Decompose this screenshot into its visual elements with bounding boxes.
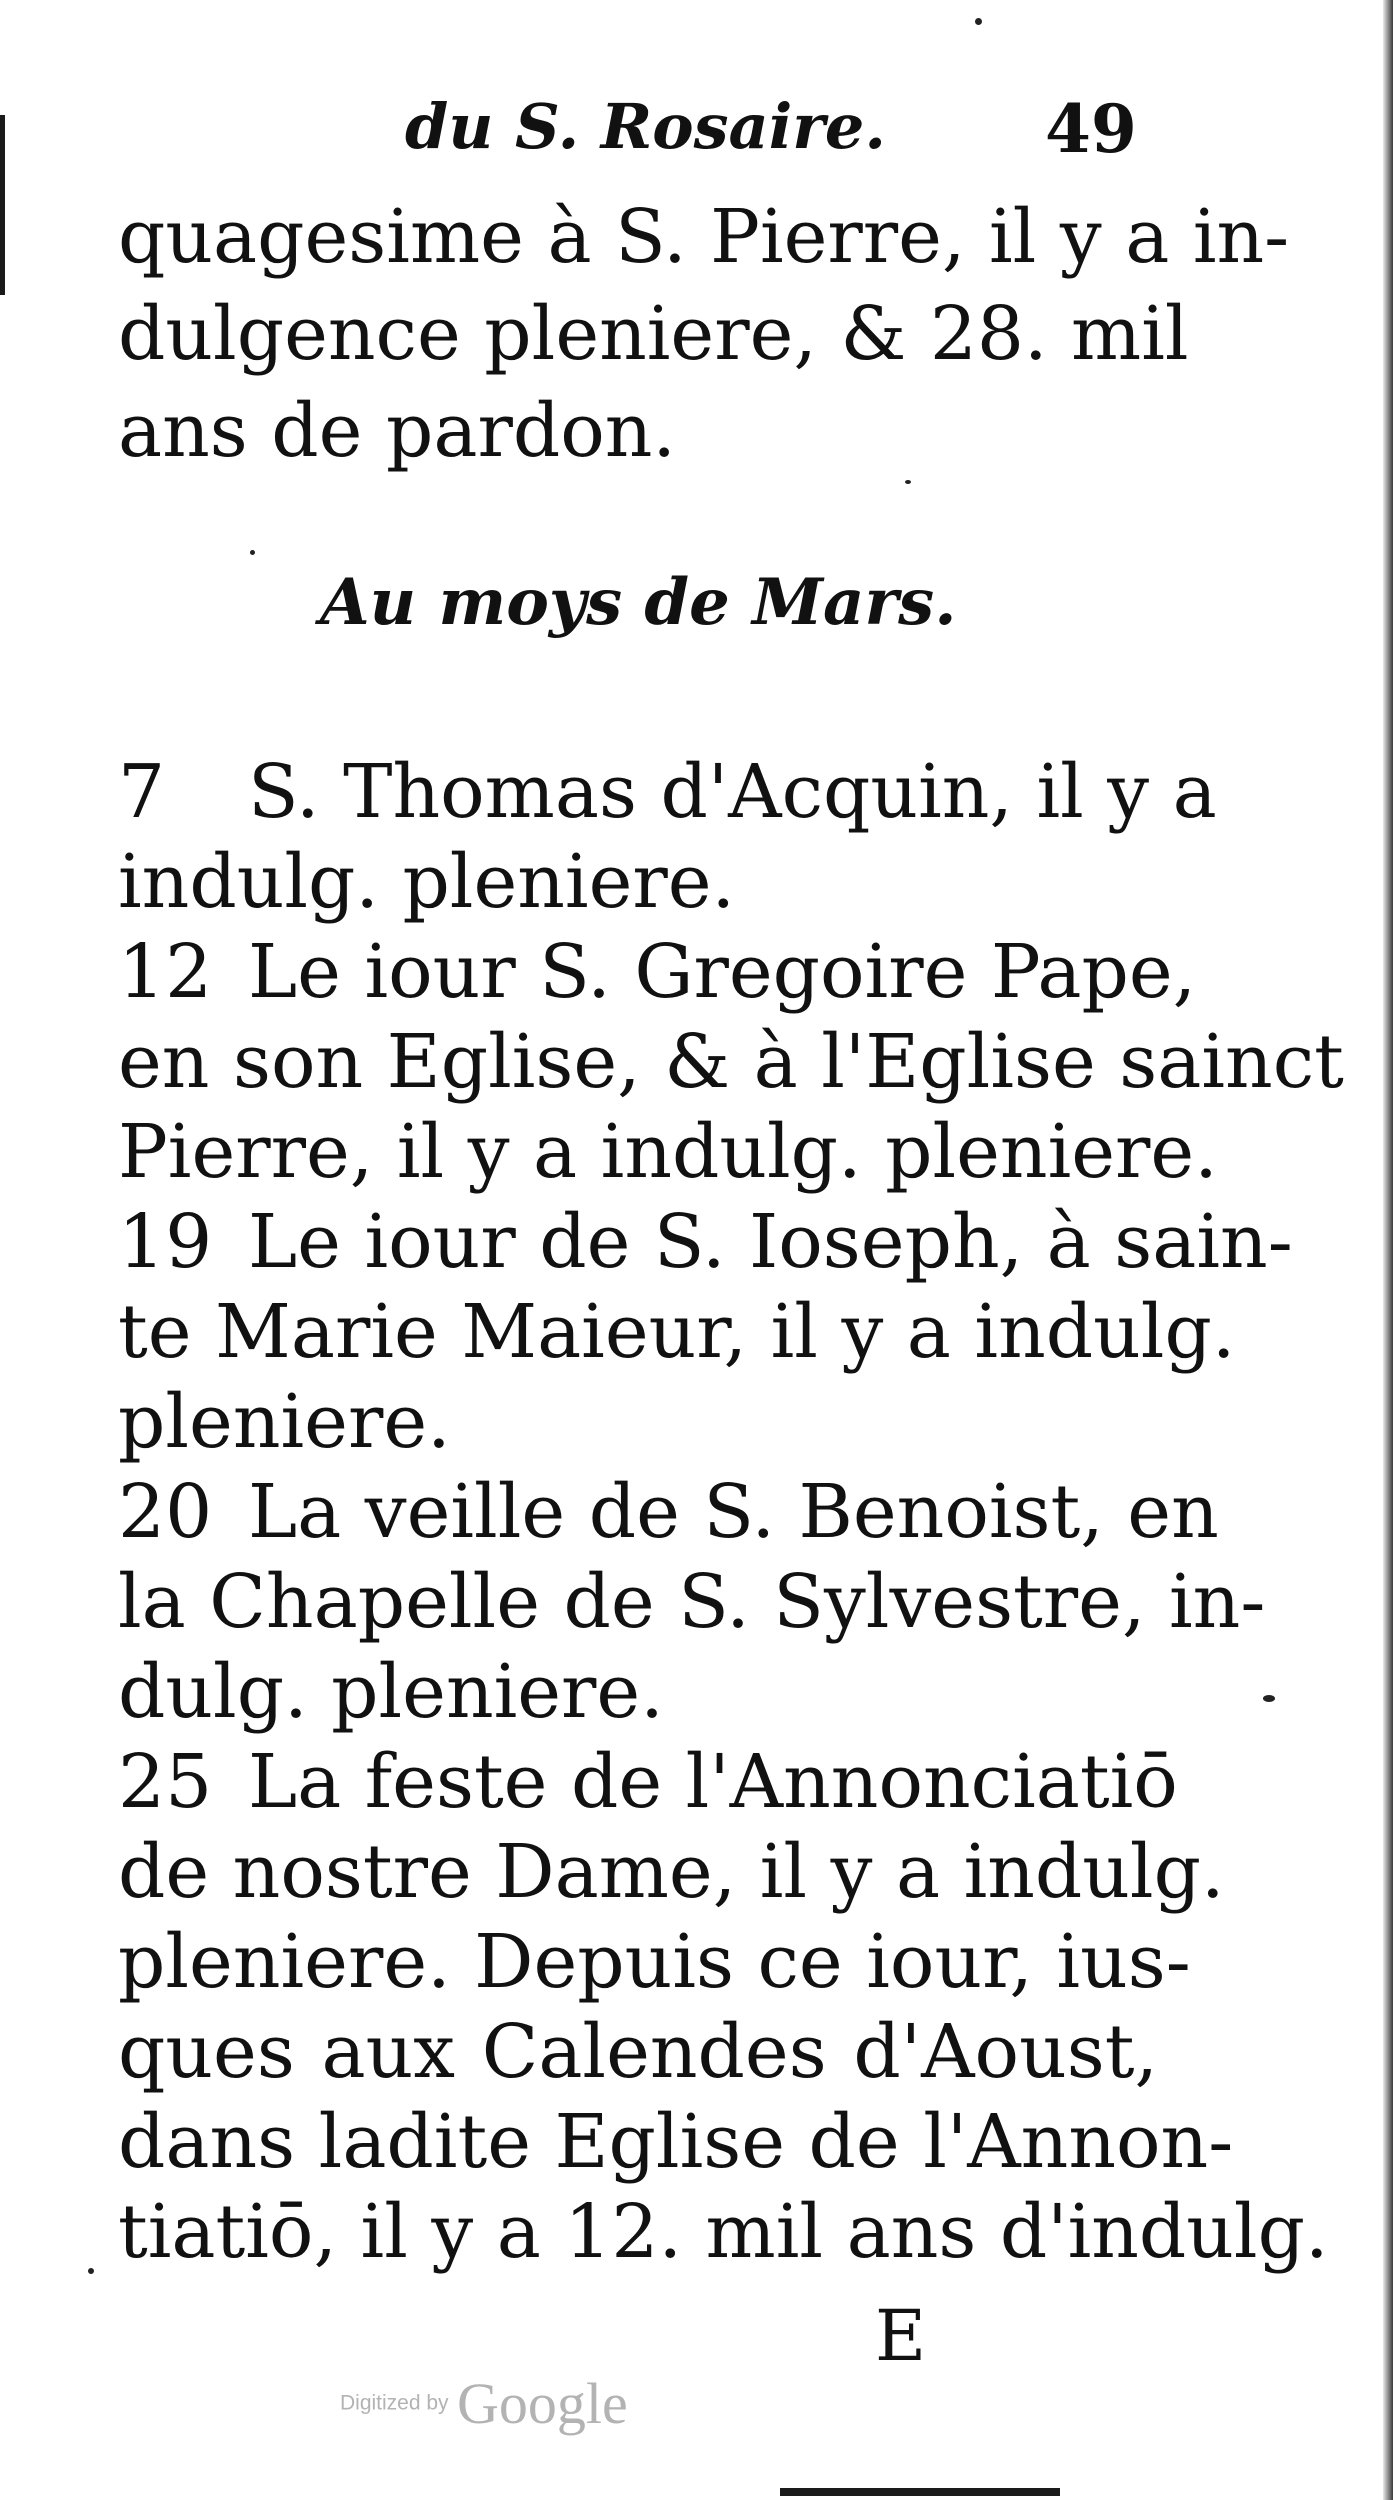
scan-bottom-mark xyxy=(780,2488,1060,2496)
entry-first-line xyxy=(118,1739,1178,1825)
text-line: la Chapelle de S. Sylvestre, in- xyxy=(118,1559,1266,1645)
entry-number: 12 xyxy=(118,929,213,1015)
digitization-watermark xyxy=(340,2370,628,2437)
ink-speck xyxy=(975,18,982,25)
ink-speck xyxy=(1263,1695,1275,1702)
text-line: quagesime à S. Pierre, il y a in- xyxy=(118,194,1290,280)
google-logo: Google xyxy=(457,2371,628,2436)
running-title: du S. Rosaire. xyxy=(405,90,886,163)
text-line: pleniere. xyxy=(118,1379,451,1465)
scan-edge-mark xyxy=(0,115,5,295)
text-line: ques aux Calendes d'Aoust, xyxy=(118,2009,1158,2095)
entry-first-line xyxy=(118,1199,1293,1285)
entry-text: Le iour de S. Ioseph, à sain- xyxy=(248,1199,1293,1285)
entry-first-line xyxy=(118,749,1217,835)
signature-mark: E xyxy=(875,2295,927,2377)
entry-number: 19 xyxy=(118,1199,213,1285)
entry-number: 25 xyxy=(118,1739,213,1825)
text-line: Pierre, il y a indulg. pleniere. xyxy=(118,1109,1218,1195)
text-line: dans ladite Eglise de l'Annon- xyxy=(118,2099,1234,2185)
section-heading: Au moys de Mars. xyxy=(320,565,957,640)
text-line: te Marie Maieur, il y a indulg. xyxy=(118,1289,1236,1375)
page-number: 49 xyxy=(1045,90,1137,168)
entry-first-line xyxy=(118,1469,1219,1555)
text-line: indulg. pleniere. xyxy=(118,839,736,925)
watermark-prefix: Digitized by xyxy=(340,2391,449,2415)
entry-number: 7 xyxy=(118,749,166,835)
text-line: en son Eglise, & à l'Eglise sainct xyxy=(118,1019,1344,1105)
text-line: dulgence pleniere, & 28. mil xyxy=(118,291,1189,377)
entry-text: S. Thomas d'Acquin, il y a xyxy=(248,749,1217,835)
text-line: dulg. pleniere. xyxy=(118,1649,664,1735)
text-line: de nostre Dame, il y a indulg. xyxy=(118,1829,1225,1915)
entry-text: Le iour S. Gregoire Pape, xyxy=(248,929,1197,1015)
ink-speck xyxy=(905,480,911,484)
entry-text: La veille de S. Benoist, en xyxy=(248,1469,1219,1555)
text-line: pleniere. Depuis ce iour, ius- xyxy=(118,1919,1191,2005)
entry-first-line xyxy=(118,929,1197,1015)
entry-number: 20 xyxy=(118,1469,213,1555)
ink-speck xyxy=(250,550,255,555)
text-line: ans de pardon. xyxy=(118,388,676,474)
scan-edge-shadow xyxy=(1383,0,1393,2500)
ink-speck xyxy=(88,2268,94,2274)
text-line: tiatiō, il y a 12. mil ans d'indulg. xyxy=(118,2189,1329,2275)
entry-text: La feste de l'Annonciatiō xyxy=(248,1739,1178,1825)
